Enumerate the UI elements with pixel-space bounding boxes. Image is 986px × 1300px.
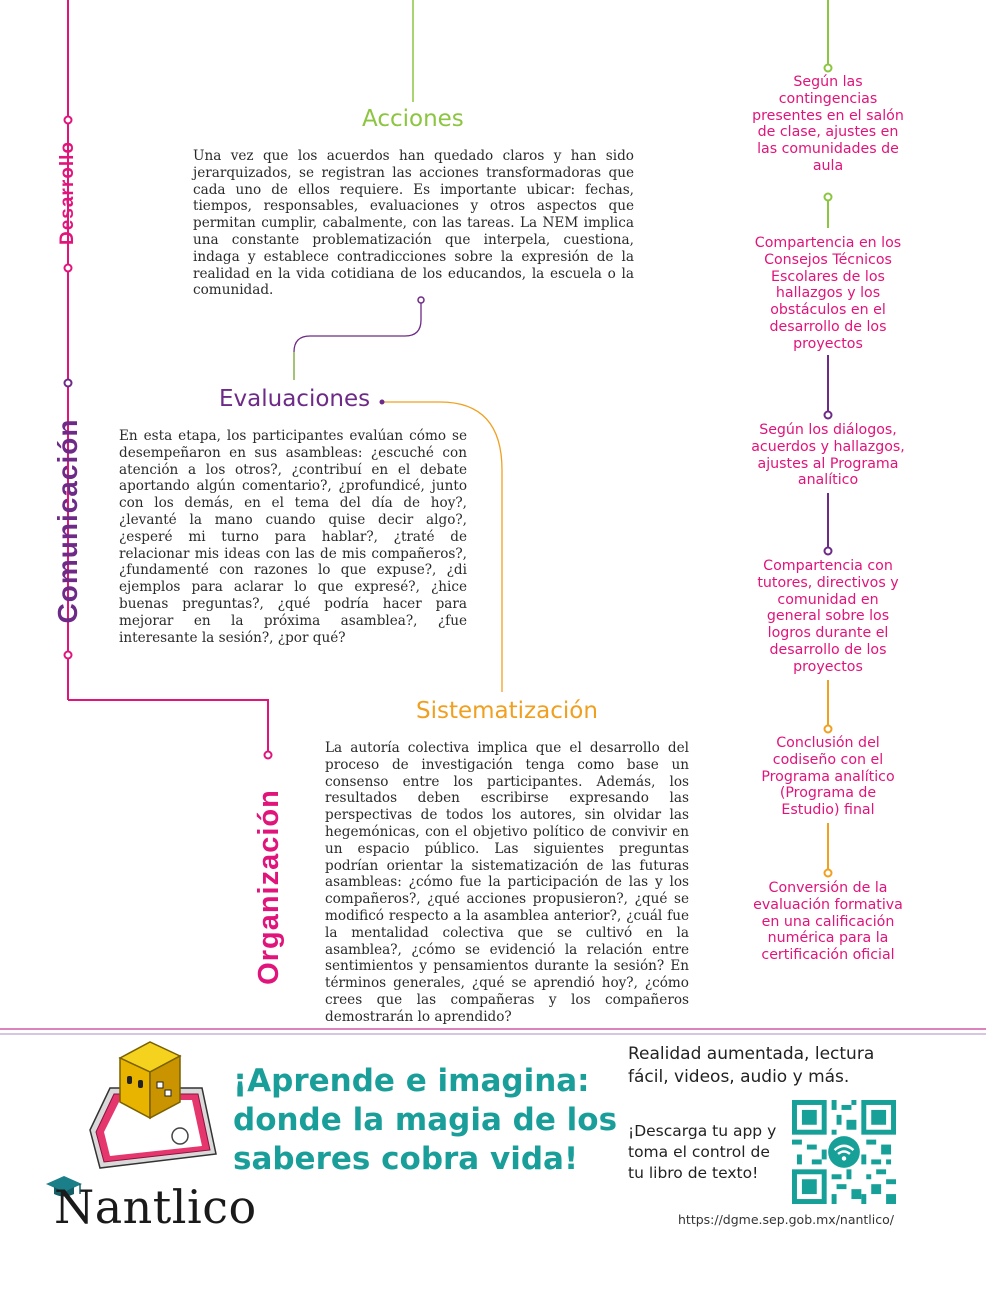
timeline-step-4: Compartencia con tutores, directivos y comunidad en general sobre los logros durante el desarrollo de los proyectos	[757, 558, 899, 675]
acciones-text: Una vez que los acuerdos han quedado claros y han sido jerarquizados, se registran las acciones transformadoras que cada uno de ellos requiere. Es importante ubicar: fechas, tiempos, responsables, evaluaciones y otros aspectos que permitan cumplir, cabalmente, con las tareas. La NEM implica una constante problematización que interpela, cuestiona, indaga y establece contradicciones sobre la expresión de la realidad en la vida cotidiana de los educandos, la escuela o la comunidad.	[193, 148, 634, 299]
sistematizacion-title: Sistematización	[416, 698, 598, 724]
label-organizacion: Organización	[253, 789, 285, 985]
nantlico-cube-book-icon	[84, 1038, 224, 1178]
timeline-step-6: Conversión de la evaluación formativa en una calificación numérica para la certificación oficial	[753, 880, 903, 964]
brand-logo: Nantlico	[54, 1180, 257, 1234]
timeline-step-2: Compartencia en los Consejos Técnicos Escolares de los hallazgos y los obstáculos en el desarrollo de los proyectos	[754, 235, 902, 352]
label-comunicacion: Comunicación	[52, 418, 83, 624]
timeline-step-3: Según los diálogos, acuerdos y hallazgos, ajustes al Programa analítico	[751, 422, 905, 489]
timeline-step-5: Conclusión del codiseño con el Programa analítico (Programa de Estudio) final	[761, 735, 895, 819]
footer-slogan: ¡Aprende e imagina: donde la magia de los saberes cobra vida!	[233, 1063, 618, 1177]
qr-code-icon[interactable]	[792, 1100, 896, 1204]
footer-features: Realidad aumentada, lectura fácil, videos, audio y más.	[628, 1044, 875, 1087]
timeline-step-1: Según las contingencias presentes en el salón de clase, ajustes en las comunidades de aula	[752, 74, 904, 174]
evaluaciones-title: Evaluaciones	[219, 386, 371, 412]
footer-download: ¡Descarga tu app y toma el control de tu libro de texto!	[628, 1122, 777, 1182]
acciones-title: Acciones	[362, 106, 464, 132]
sistematizacion-text: La autoría colectiva implica que el desarrollo del proceso de investigación tenga como base un consenso entre los participantes. Además, los resultados deben escribirse expresando las perspectivas de todos los autores, sin olvidar las hegemónicas, con el objetivo político de convivir en un espacio público. Las siguientes preguntas podrían orientar la sistematización de las futuras asambleas: ¿cómo fue la participación de las y los compañeros?, ¿qué acciones propusieron?, ¿qué se modificó respecto a la asamblea anterior?, ¿cuál fue la mentalidad colectiva que se cultivó en la asamblea?, ¿cómo se evidenció la relación entre sentimientos y pensamientos durante la sesión? En términos generales, ¿qué se aprendió hoy?, ¿cómo crees que las compañeras y los compañeros demostrarán lo aprendido?	[325, 740, 689, 1025]
label-desarrollo: Desarrollo	[57, 141, 78, 245]
evaluaciones-text: En esta etapa, los participantes evalúan cómo se desempeñaron en sus asambleas: ¿escuché con atención a los otros?, ¿contribuí en el debate aportando algún comentario?, ¿profundicé, junto con los demás, en el tema del día de hoy?, ¿levanté la mano cuando quise decir algo?, ¿esperé mi turno para hablar?, ¿traté de relacionar mis ideas con las de mis compañeros?, ¿fundamenté con razones lo que expuse?, ¿di ejemplos para aclarar lo que expresé?, ¿hice buenas preguntas?, ¿qué podría hacer para mejorar en la próxima asamblea?, ¿fue interesante la sesión?, ¿por qué?	[119, 428, 467, 646]
footer-url[interactable]: https://dgme.sep.gob.mx/nantlico/	[678, 1212, 894, 1227]
